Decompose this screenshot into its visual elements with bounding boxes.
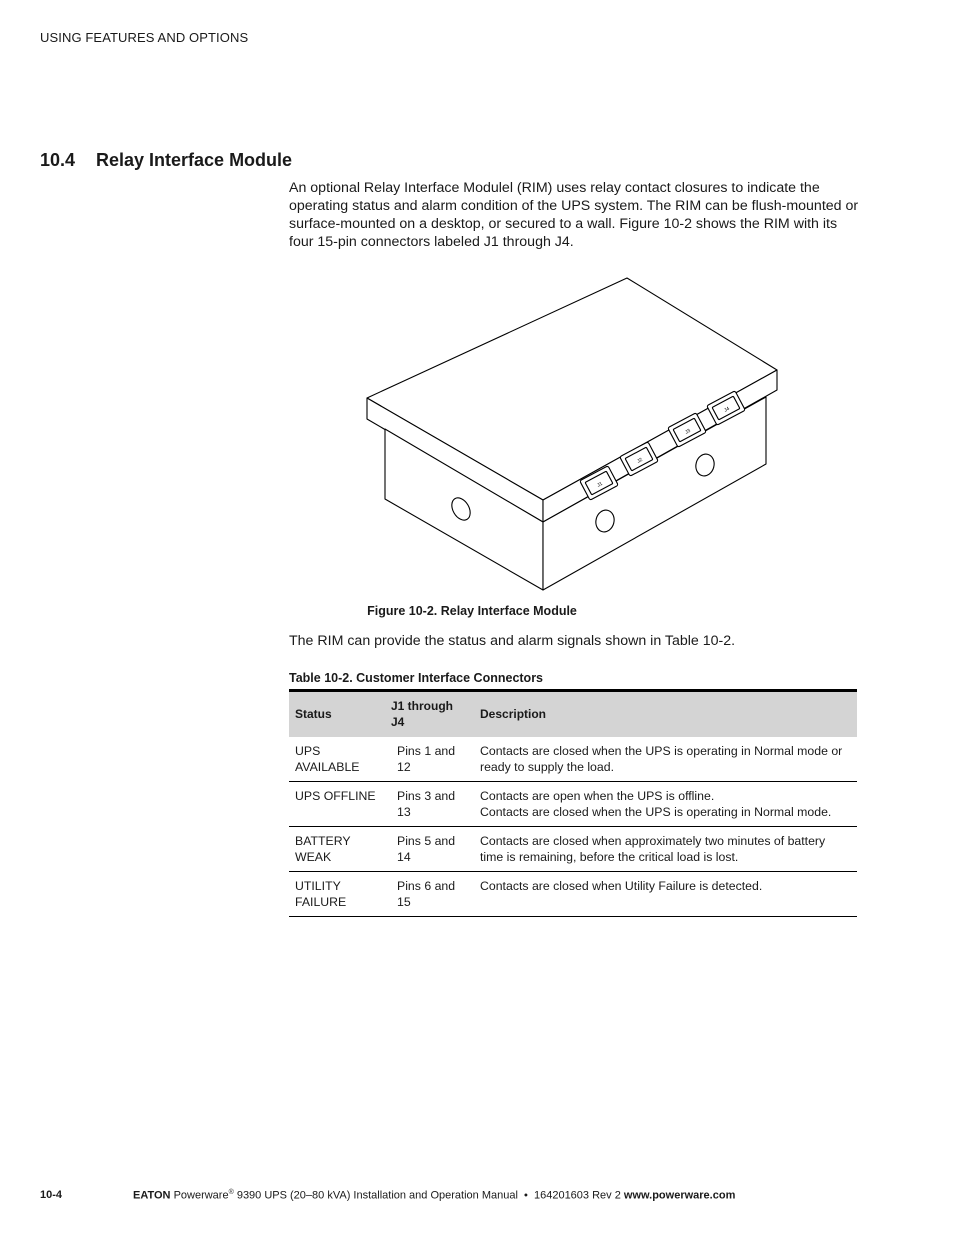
page-number: 10-4 (40, 1189, 63, 1201)
footer-manual: 9390 UPS (20–80 kVA) Installation and Operation Manual • 164201603 Rev 2 (233, 1189, 624, 1202)
connector-j2-label: J2 (636, 456, 644, 465)
footer-brand: EATON (133, 1189, 171, 1202)
section-title (40, 150, 292, 171)
table-caption: Table 10-2. Customer Interface Connectors (289, 671, 544, 685)
table-row (289, 872, 857, 917)
cell-description (474, 782, 857, 827)
footer-website: www.powerware.com (623, 1189, 736, 1202)
cell-status: UPS AVAILABLE (289, 737, 385, 782)
relay-interface-module-figure (360, 272, 790, 602)
cell-status: UTILITY FAILURE (289, 872, 385, 917)
section-number: 10.4 (40, 150, 76, 170)
cell-pins: Pins 3 and 13 (385, 782, 474, 827)
header-pins: J1 through J4 (385, 691, 474, 738)
header-description: Description (474, 691, 857, 738)
connector-j1-label: J1 (596, 480, 604, 489)
description-line-1: Contacts are open when the UPS is offline. (480, 789, 715, 803)
section-title-text: Relay Interface Module (96, 150, 293, 170)
footer (133, 1189, 735, 1202)
cell-pins: Pins 1 and 12 (385, 737, 474, 782)
connector-j4-label: J4 (723, 405, 731, 414)
cell-description: Contacts are closed when Utility Failure is detected. (474, 872, 857, 917)
table-row (289, 827, 857, 872)
cell-description: Contacts are closed when the UPS is operating in Normal mode or ready to supply the load. (474, 737, 857, 782)
connector-j3-label: J3 (684, 427, 692, 436)
description-line-2: Contacts are closed when the UPS is operating in Normal mode. (480, 805, 832, 819)
table-header-row (289, 691, 857, 738)
cell-description: Contacts are closed when approximately two minutes of battery time is remaining, before the critical load is lost. (474, 827, 857, 872)
footer-product: Powerware (173, 1189, 229, 1202)
figure-caption: Figure 10-2. Relay Interface Module (367, 604, 577, 618)
header-status: Status (289, 691, 385, 738)
cell-status: UPS OFFLINE (289, 782, 385, 827)
cell-pins: Pins 6 and 15 (385, 872, 474, 917)
intro-paragraph: An optional Relay Interface Modulel (RIM) uses relay contact closures to indicate the operating status and alarm condition of the UPS system. The RIM can be flush-mounted or surface-mounted on a desktop, or secured to a wall. Figure 10-2 shows the RIM with its four 15-pin connectors labeled J1 through J4. (289, 180, 859, 250)
cell-status: BATTERY WEAK (289, 827, 385, 872)
table-row (289, 737, 857, 782)
customer-interface-table (289, 689, 857, 917)
body-paragraph: The RIM can provide the status and alarm signals shown in Table 10-2. (289, 633, 736, 649)
table-row (289, 782, 857, 827)
running-head: USING FEATURES AND OPTIONS (40, 30, 249, 45)
cell-pins: Pins 5 and 14 (385, 827, 474, 872)
footer-registered: ® (228, 1189, 234, 1196)
